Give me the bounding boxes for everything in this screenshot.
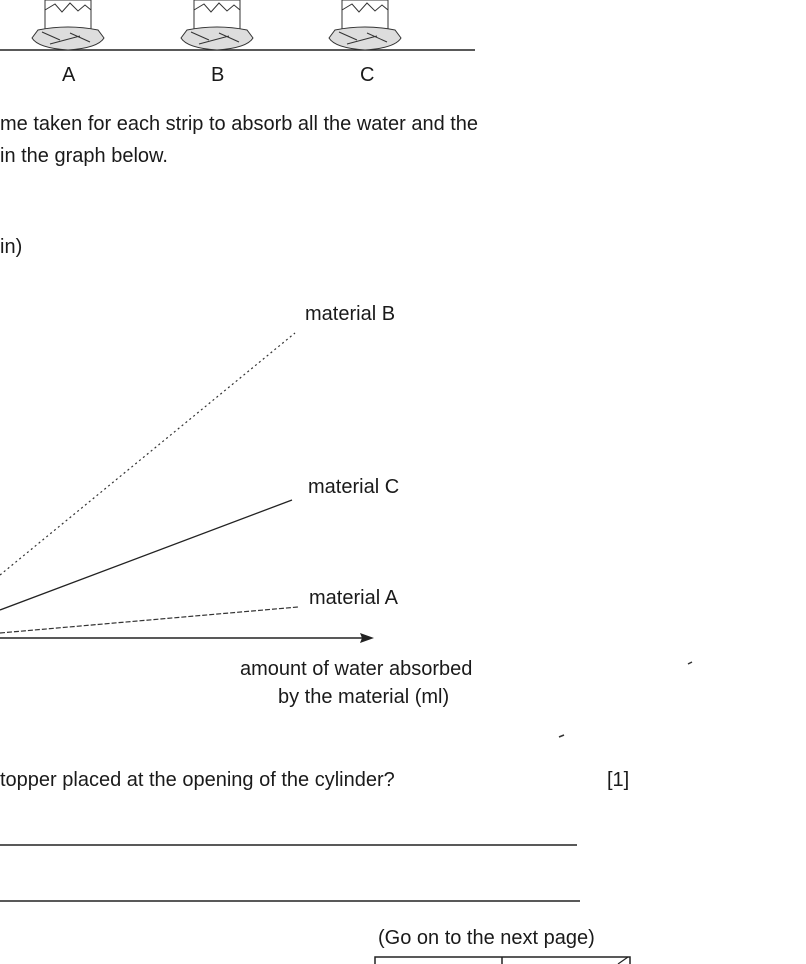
score-box-slash (618, 957, 628, 964)
cylinder-a (32, 0, 104, 50)
y-axis-label: in) (0, 236, 23, 258)
x-axis-arrowhead (360, 633, 374, 643)
cylinder-b (181, 0, 253, 50)
x-axis-label-line-1: amount of water absorbed (240, 658, 473, 680)
series-line-material-a (0, 607, 298, 633)
cylinder-label-a: A (62, 64, 76, 86)
intro-line-1: me taken for each strip to absorb all the water and the (0, 113, 479, 135)
series-line-material-c (0, 500, 292, 610)
intro-line-2: in the graph below. (0, 145, 168, 167)
cylinder-label-c: C (360, 64, 375, 86)
series-line-material-b (0, 333, 295, 575)
stray-mark-1 (688, 662, 692, 664)
question-marks: [1] (607, 769, 630, 791)
cylinder-label-b: B (211, 64, 225, 86)
series-label-material-a: material A (309, 587, 398, 609)
series-label-material-c: material C (308, 476, 400, 498)
stray-mark-2 (559, 735, 564, 737)
question-text: topper placed at the opening of the cylinder? (0, 769, 395, 791)
cylinder-c (329, 0, 401, 50)
x-axis-label-line-2: by the material (ml) (278, 686, 450, 708)
series-label-material-b: material B (305, 303, 396, 325)
next-page-note: (Go on to the next page) (378, 927, 595, 949)
